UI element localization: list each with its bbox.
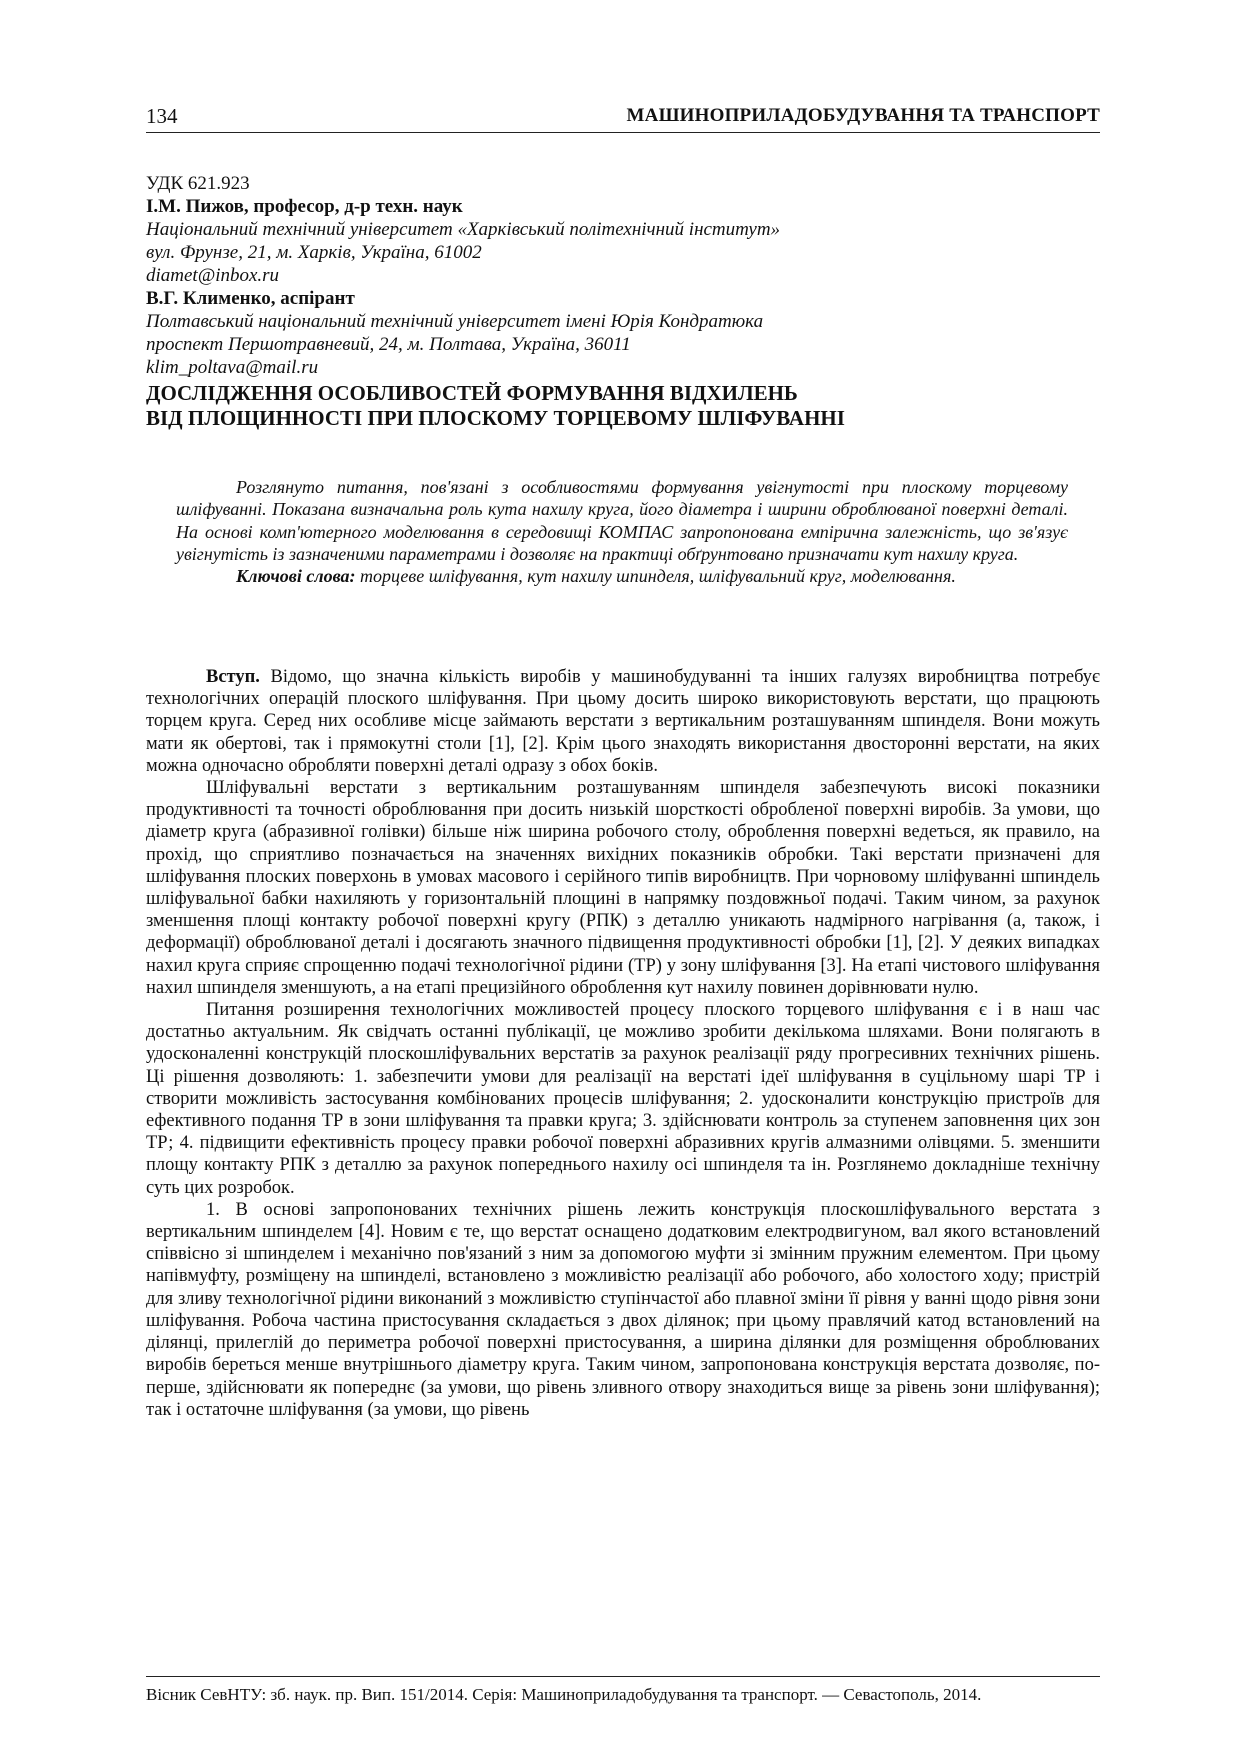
author1-name: І.М. Пижов, професор, д-р техн. наук [146,196,463,217]
page-number: 134 [146,104,178,128]
author2-institution: Полтавський національний технічний університет імені Юрія Кондратюка [146,311,764,332]
paragraph [146,666,1100,777]
abstract [176,476,1068,587]
front-matter [146,172,1100,431]
running-header [146,104,1100,133]
journal-title: МАШИНОПРИЛАДОБУДУВАННЯ ТА ТРАНСПОРТ [626,105,1100,126]
paragraph: Питання розширення технологічних можливостей процесу плоского торцевого шліфування є і в наш час достатньо актуальним. Як свідчать останні публікації, це можливо зробити декількома шляхами. Вони полягають в удосконаленні конструкцій плоскошліфувальних верстатів за рахунок реалізації ряду прогресивних технічних рішень. Ці рішення дозволяють: 1. забезпечити умови для реалізації на верстаті ідеї шліфування в суцільному шарі ТР і створити можливість застосування комбінованих процесів шліфування; 2. удосконалити конструкцію пристроїв для ефективного подання ТР в зони шліфування та правки круга; 3. здійснювати контроль за ступенем заповнення цих зон ТР; 4. підвищити ефективність процесу правки робочої поверхні абразивних кругів алмазними олівцями. 5. зменшити площу контакту РПК з деталлю за рахунок попереднього нахилу осі шпинделя та ін. Розглянемо докладніше технічну суть цих розробок. [146,1000,1100,1198]
keywords [176,565,1068,587]
paragraph-text: Відомо, що значна кількість виробів у машинобудуванні та інших галузях виробництва потребує технологічних операцій плоского шліфування. При цьому досить широко використовують верстати, що працюють торцем круга. Серед них особливе місце займають верстати з вертикальним розташуванням шпинделя. Вони можуть мати як обертові, так і прямокутні столи [1], [2]. Крім цього знаходять використання двосторонні верстати, на яких можна одночасно обробляти поверхні деталі одразу з обох боків. [146,667,1101,776]
intro-label: Вступ. [206,667,260,687]
author1-email: diamet@inbox.ru [146,265,280,286]
abstract-text: Розглянуто питання, пов'язані з особливостями формування увігнутості при плоскому торцевому шліфуванні. Показана визначальна роль кута нахилу круга, його діаметра і ширини оброблюваної поверхні деталі. На основі комп'ютерного моделювання в середовищі КОМПАС запропонована емпірична залежність, що зв'язує увігнутість із зазначеними параметрами і дозволяє на практиці обґрунтовано призначати кут нахилу круга. [176,477,1068,564]
author2-email: klim_poltava@mail.ru [146,357,319,378]
paragraph: 1. В основі запропонованих технічних рішень лежить конструкція плоскошліфувального верстата з вертикальним шпинделем [4]. Новим є те, що верстат оснащено додатковим електродвигуном, вал якого встановлений співвісно зі шпинделем і механічно пов'язаний з ним за допомогою муфти зі змінним пружним елементом. При цьому напівмуфту, розміщену на шпинделі, встановлено з можливістю реалізації або робочого, або холостого ходу; пристрій для зливу технологічної рідини виконаний з можливістю ступінчастої або плавної зміни її рівня у ванні щодо рівня зони шліфування. Робоча частина пристосування складається з двох ділянок; при цьому правлячий катод встановлений на ділянці, прилеглій до периметра робочої поверхні пристосування, а ширина ділянки для розміщення оброблюваних виробів береться менше внутрішнього діаметру круга. Таким чином, запропонована конструкція верстата дозволяє, по-перше, здійснювати як попереднє (за умови, що рівень зливного отвору знаходиться вище за рівень зони шліфування); так і остаточне шліфування (за умови, що рівень [146,1199,1100,1420]
author2-name: В.Г. Клименко, аспірант [146,288,355,309]
article-body [146,666,1100,1421]
keywords-label: Ключові слова: [236,566,356,587]
paper-title [146,381,1100,431]
udc-code: УДК 621.923 [146,173,250,194]
keywords-text: торцеве шліфування, кут нахилу шпинделя, шліфувальний круг, моделювання. [359,566,956,587]
paragraph: Шліфувальні верстати з вертикальним розташуванням шпинделя забезпечують високі показники продуктивності та точності оброблювання при досить низькій шорсткості обробленої поверхні виробів. За умови, що діаметр круга (абразивної голівки) більше ніж ширина робочого столу, оброблення поверхні ведеться, як правило, на прохід, що сприятливо позначається на значеннях вихідних показників обробки. Такі верстати призначені для шліфування плоских поверхонь в умовах масового і серійного типів виробництв. При чорновому шліфуванні шпиндель шліфувальної бабки нахиляють у горизонтальній площині в напрямку поздовжньої подачі. Таким чином, за рахунок зменшення площі контакту робочої поверхні кругу (РПК) з деталлю уникають надмірного нагрівання (а, також, і деформації) оброблюваної деталі і досягають значного підвищення продуктивності обробки [1], [2]. У деяких випадках нахил круга сприяє спрощенню подачі технологічної рідини (ТР) у зону шліфування [3]. На етапі чистового шліфування нахил шпинделя зменшують, а на етапі прецизійного оброблення кут нахилу повинен дорівнювати нулю. [146,778,1100,998]
author1-institution: Національний технічний університет «Харківський політехнічний інститут» [146,219,781,240]
title-line-2: ВІД ПЛОЩИННОСТІ ПРИ ПЛОСКОМУ ТОРЦЕВОМУ ШЛІФУВАННІ [146,406,845,430]
author2-address: проспект Першотравневий, 24, м. Полтава, Україна, 36011 [146,334,631,355]
title-line-1: ДОСЛІДЖЕННЯ ОСОБЛИВОСТЕЙ ФОРМУВАННЯ ВІДХИЛЕНЬ [146,381,798,405]
author1-address: вул. Фрунзе, 21, м. Харків, Україна, 61002 [146,242,482,263]
running-footer: Вісник СевНТУ: зб. наук. пр. Вип. 151/2014. Серія: Машиноприладобудування та транспорт. — Севастополь, 2014. [146,1676,1100,1705]
